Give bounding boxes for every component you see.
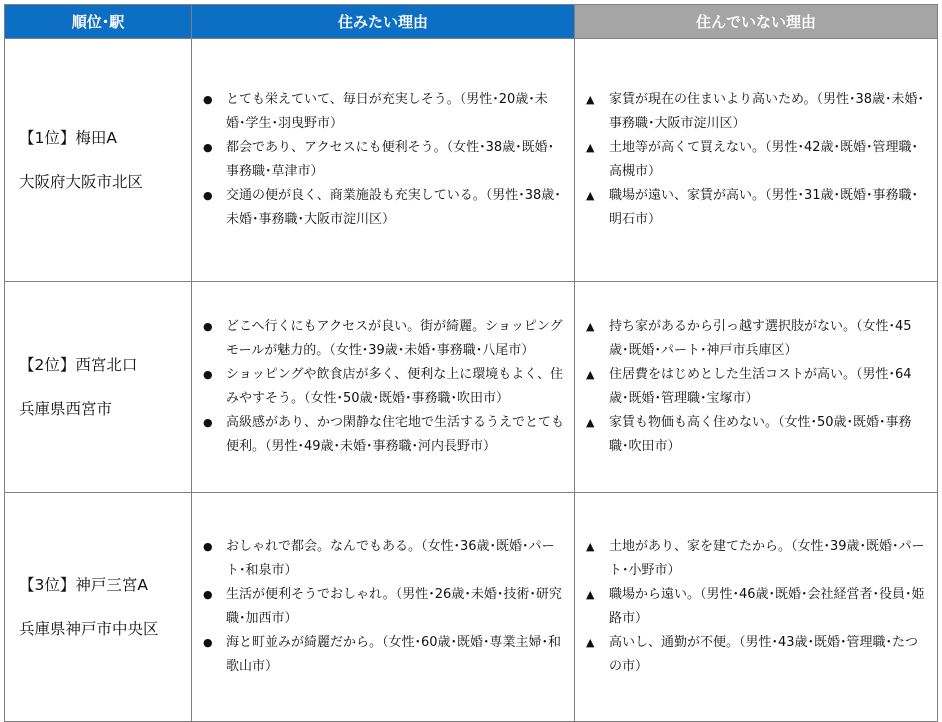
bullet-triangle-icon: ▲ — [586, 189, 595, 202]
bullet-triangle-icon: ▲ — [586, 320, 595, 333]
bullet-triangle-icon: ▲ — [586, 636, 595, 649]
reason-text: 生活が便利そうでおしゃれ。（男性･26歳･未婚･技術･研究職･加西市） — [226, 587, 562, 626]
bullet-triangle-icon: ▲ — [586, 588, 595, 601]
bullet-circle-icon: ● — [203, 93, 213, 106]
bullet-circle-icon: ● — [203, 416, 213, 429]
reasons-live-cell — [192, 493, 575, 722]
reasons-not-list — [575, 315, 929, 459]
reason-text: おしゃれで都会。なんでもある。（女性･36歳･既婚･パート･和泉市） — [226, 539, 555, 578]
reasons-live-list — [192, 535, 566, 679]
prefecture-label: 大阪府大阪市北区 — [19, 172, 144, 191]
reason-text: とても栄えていて、毎日が充実しそう。（男性･20歳･未婚･学生･羽曳野市） — [226, 92, 548, 131]
table-row — [5, 39, 938, 282]
reason-text: ショッピングや飲食店が多く、便利な上に環境もよく、住みやすそう。（女性･50歳･既婚･事務職･吹田市） — [226, 367, 563, 406]
table-row — [5, 493, 938, 722]
rank-station-label: 【1位】梅田A — [19, 128, 117, 147]
list-item — [192, 631, 566, 679]
list-item — [575, 363, 929, 411]
reason-text: 家賃も物価も高く住めない。（女性･50歳･既婚･事務職･吹田市） — [609, 415, 912, 454]
list-item — [192, 535, 566, 583]
bullet-circle-icon: ● — [203, 189, 213, 202]
header-row — [5, 5, 938, 39]
reason-text: 海と町並みが綺麗だから。（女性･60歳･既婚･専業主婦･和歌山市） — [226, 635, 562, 674]
list-item — [575, 631, 929, 679]
reason-text: 都会であり、アクセスにも便利そう。（女性･38歳･既婚･事務職･草津市） — [226, 140, 555, 179]
reason-text: 住居費をはじめとした生活コストが高い。（男性･64歳･既婚･管理職･宝塚市） — [609, 367, 912, 406]
bullet-circle-icon: ● — [203, 588, 213, 601]
reason-text: 交通の便が良く、商業施設も充実している。（男性･38歳･未婚･事務職･大阪市淀川区） — [226, 188, 561, 227]
list-item — [192, 184, 566, 232]
reason-text: 職場から遠い。（男性･46歳･既婚･会社経営者･役員･姫路市） — [609, 587, 925, 626]
station-cell — [5, 39, 192, 282]
reason-text: 高いし、通勤が不便。（男性･43歳･既婚･管理職･たつの市） — [609, 635, 919, 674]
reason-text: どこへ行くにもアクセスが良い。街が綺麗。ショッピングモールが魅力的。（女性･39歳･未婚･事務職･八尾市） — [226, 319, 563, 358]
reasons-live-list — [192, 315, 566, 459]
reason-text: 高級感があり、かつ閑静な住宅地で生活するうえでとても便利。（男性･49歳･未婚･事務職･河内長野市） — [226, 415, 565, 454]
station-cell — [5, 282, 192, 493]
bullet-circle-icon: ● — [203, 320, 213, 333]
list-item — [192, 136, 566, 184]
list-item — [575, 583, 929, 631]
reasons-not-list — [575, 88, 929, 232]
reasons-not-cell — [575, 493, 938, 722]
rank-station-label: 【2位】西宮北口 — [19, 355, 138, 374]
station-cell — [5, 493, 192, 722]
prefecture-label: 兵庫県神戸市中央区 — [19, 619, 159, 638]
list-item — [192, 583, 566, 631]
reasons-live-cell — [192, 39, 575, 282]
reasons-not-cell — [575, 39, 938, 282]
table-body — [5, 39, 938, 722]
header-station: 順位･駅 — [5, 5, 192, 39]
list-item — [192, 411, 566, 459]
reason-text: 土地等が高くて買えない。（男性･42歳･既婚･管理職･高槻市） — [609, 140, 919, 179]
bullet-triangle-icon: ▲ — [586, 368, 595, 381]
bullet-triangle-icon: ▲ — [586, 416, 595, 429]
header-reasons-live: 住みたい理由 — [192, 5, 575, 39]
bullet-circle-icon: ● — [203, 540, 213, 553]
bullet-circle-icon: ● — [203, 368, 213, 381]
reasons-live-cell — [192, 282, 575, 493]
ranking-table — [4, 4, 938, 722]
bullet-triangle-icon: ▲ — [586, 93, 595, 106]
list-item — [192, 363, 566, 411]
list-item — [575, 411, 929, 459]
bullet-triangle-icon: ▲ — [586, 540, 595, 553]
reason-text: 家賃が現在の住まいより高いため。（男性･38歳･未婚･事務職･大阪市淀川区） — [609, 92, 925, 131]
list-item — [575, 88, 929, 136]
list-item — [575, 136, 929, 184]
reasons-not-list — [575, 535, 929, 679]
reasons-live-list — [192, 88, 566, 232]
rank-station-label: 【3位】神戸三宮A — [19, 575, 148, 594]
reasons-not-cell — [575, 282, 938, 493]
prefecture-label: 兵庫県西宮市 — [19, 399, 113, 418]
list-item — [575, 315, 929, 363]
list-item — [192, 315, 566, 363]
bullet-circle-icon: ● — [203, 636, 213, 649]
table-row — [5, 282, 938, 493]
reason-text: 持ち家があるから引っ越す選択肢がない。（女性･45歳･既婚･パート･神戸市兵庫区） — [609, 319, 912, 358]
bullet-circle-icon: ● — [203, 141, 213, 154]
list-item — [575, 184, 929, 232]
reason-text: 職場が遠い、家賃が高い。（男性･31歳･既婚･事務職･明石市） — [609, 188, 919, 227]
header-reasons-not: 住んでいない理由 — [575, 5, 938, 39]
list-item — [575, 535, 929, 583]
bullet-triangle-icon: ▲ — [586, 141, 595, 154]
reason-text: 土地があり、家を建てたから。（女性･39歳･既婚･パート･小野市） — [609, 539, 925, 578]
list-item — [192, 88, 566, 136]
